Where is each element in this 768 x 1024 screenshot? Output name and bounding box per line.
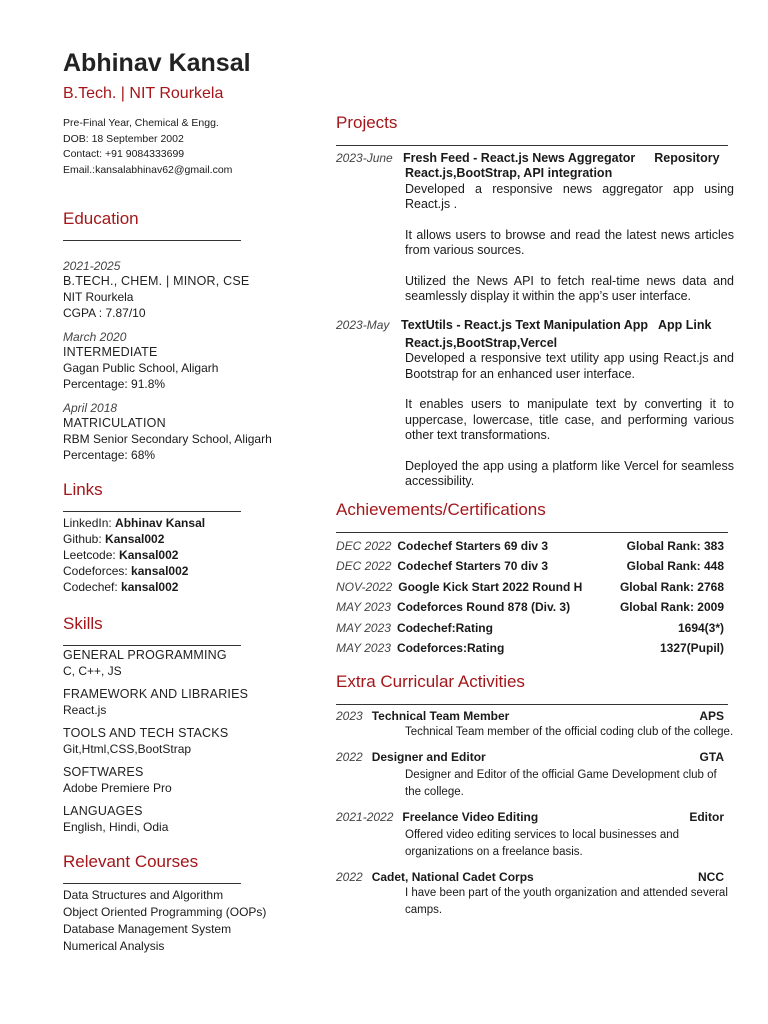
achievement-event: Codechef Starters 70 div 3: [397, 559, 549, 573]
achievement-rank: 1327(Pupil): [659, 641, 724, 655]
activity-title: Freelance Video Editing: [402, 810, 539, 824]
skill-group-head: SOFTWARES: [63, 765, 144, 779]
achievement-date: DEC 2022: [336, 559, 392, 573]
achievement-rank: Global Rank: 448: [626, 559, 724, 573]
activity-item: [336, 869, 734, 918]
activity-description: Offered video editing services to local businesses and organizations on a freelance basis.: [405, 829, 680, 858]
link-linkedin[interactable]: [63, 515, 303, 531]
link-label: Codeforces:: [63, 564, 132, 578]
achievement-event: Codeforces:Rating: [396, 641, 505, 655]
achievement-event: Codeforces Round 878 (Div. 3): [396, 600, 571, 614]
link-label: Github:: [63, 532, 106, 546]
extracurricular-section: [336, 671, 734, 919]
skill-group-value: C, C++, JS: [63, 664, 122, 678]
activity-item: [336, 749, 734, 800]
section-divider: [63, 511, 241, 512]
degree-line: B.Tech. | NIT Rourkela: [63, 85, 224, 102]
project-stack: React.js,BootStrap, API integration: [405, 166, 613, 180]
project-title: TextUtils - React.js Text Manipulation App: [401, 317, 649, 332]
education-degree: INTERMEDIATE: [63, 345, 158, 359]
activity-title: Technical Team Member: [371, 708, 510, 723]
activity-date: 2021-2022: [336, 810, 394, 824]
activity-org: APS: [699, 708, 724, 723]
skill-group-value: English, Hindi, Odia: [63, 820, 169, 834]
education-detail: Percentage: 91.8%: [63, 377, 166, 391]
achievement-row: [336, 577, 724, 598]
activity-description: Technical Team member of the official coding club of the college.: [405, 725, 734, 738]
project-stack: React.js,BootStrap,Vercel: [405, 335, 558, 350]
course-item: Database Management System: [63, 922, 232, 936]
project-paragraph: It allows users to browse and read the latest news articles from various sources.: [405, 227, 734, 257]
section-divider: [63, 883, 241, 884]
link-value[interactable]: Kansal002: [119, 548, 179, 562]
skill-group-head: FRAMEWORK AND LIBRARIES: [63, 687, 249, 701]
projects-section: [336, 112, 734, 490]
achievement-date: DEC 2022: [336, 538, 392, 553]
achievement-row: [336, 638, 724, 659]
project-paragraph: It enables users to manipulate text by converting it to uppercase, lowercase, title case, and performing various other text transformations.: [405, 397, 734, 442]
project-item: [336, 317, 734, 490]
education-item: [63, 330, 303, 392]
education-date: 2021-2025: [63, 259, 121, 273]
education-detail: Gagan Public School, Aligarh: [63, 361, 219, 375]
skill-group-value: React.js: [63, 703, 107, 717]
skill-group-head: LANGUAGES: [63, 804, 143, 818]
candidate-name: Abhinav Kansal: [63, 49, 251, 77]
activity-description: I have been part of the youth organization and attended several camps.: [405, 887, 728, 916]
education-date: April 2018: [63, 401, 118, 415]
section-divider: [336, 145, 728, 146]
project-paragraph: Developed a responsive news aggregator app using React.js .: [405, 181, 734, 211]
section-divider: [336, 532, 728, 533]
link-value[interactable]: kansal002: [121, 580, 179, 594]
achievement-date: MAY 2023: [336, 600, 391, 614]
achievement-rank: Global Rank: 2768: [619, 579, 724, 594]
education-section: [63, 208, 303, 463]
contact-line: Pre-Final Year, Chemical & Engg.: [63, 117, 219, 129]
contact-line: Contact: +91 9084333699: [63, 148, 185, 160]
section-divider: [336, 704, 728, 705]
project-link[interactable]: Repository: [654, 151, 720, 165]
skills-title: Skills: [63, 614, 103, 633]
achievements-title: Achievements/Certifications: [336, 499, 546, 519]
education-detail: NIT Rourkela: [63, 290, 134, 304]
achievements-section: [336, 499, 734, 659]
project-paragraph: Deployed the app using a platform like Vercel for seamless accessibility.: [405, 458, 734, 488]
achievement-date: MAY 2023: [336, 641, 391, 655]
link-codechef[interactable]: [63, 579, 303, 595]
project-paragraph: Utilized the News API to fetch real-time news data and seamlessly display it within the app’s user interface.: [405, 273, 734, 303]
left-column: [63, 48, 303, 955]
section-divider: [63, 645, 241, 646]
achievement-rank: Global Rank: 2009: [619, 600, 724, 614]
email-line[interactable]: Email.:kansalabhinav62@gmail.com: [63, 163, 233, 176]
skill-group-value: Adobe Premiere Pro: [63, 781, 172, 795]
project-title: Fresh Feed - React.js News Aggregator: [403, 151, 636, 165]
link-github[interactable]: [63, 531, 303, 547]
course-item: Object Oriented Programming (OOPs): [63, 905, 267, 919]
skill-group-value: Git,Html,CSS,BootStrap: [63, 742, 192, 756]
achievement-row: [336, 536, 724, 557]
right-column: [336, 112, 734, 918]
activity-item: [336, 809, 734, 860]
achievement-event: Google Kick Start 2022 Round H: [398, 579, 583, 594]
skills-section: [63, 613, 303, 835]
project-date: 2023-June: [336, 151, 393, 165]
skill-group-head: GENERAL PROGRAMMING: [63, 648, 227, 662]
activity-item: [336, 708, 734, 741]
achievement-rank: Global Rank: 383: [626, 538, 724, 553]
achievement-row: [336, 597, 724, 618]
link-value[interactable]: Abhinav Kansal: [115, 516, 206, 530]
course-item: Numerical Analysis: [63, 939, 165, 953]
projects-title: Projects: [336, 113, 398, 132]
education-degree: MATRICULATION: [63, 416, 166, 430]
contact-line: DOB: 18 September 2002: [63, 132, 184, 145]
activity-org: NCC: [698, 870, 724, 884]
link-label: Leetcode:: [63, 548, 120, 562]
education-title: Education: [63, 209, 139, 228]
education-degree: B.TECH., CHEM. | MINOR, CSE: [63, 274, 250, 288]
education-item: [63, 401, 303, 463]
skill-group-head: TOOLS AND TECH STACKS: [63, 726, 229, 740]
achievement-event: Codechef Starters 69 div 3: [397, 538, 549, 553]
courses-title: Relevant Courses: [63, 852, 199, 871]
contact-block: [63, 116, 303, 178]
education-date: March 2020: [63, 330, 127, 344]
achievement-event: Codechef:Rating: [396, 620, 493, 635]
achievement-row: [336, 556, 724, 577]
activity-org: Editor: [689, 810, 724, 824]
links-section: [63, 479, 303, 595]
achievement-date: NOV-2022: [336, 579, 393, 594]
activity-date: 2022: [336, 750, 363, 764]
project-item: [336, 150, 734, 305]
education-detail: Percentage: 68%: [63, 448, 156, 462]
section-divider: [63, 240, 241, 241]
activity-title: Designer and Editor: [371, 750, 486, 764]
extracurricular-title: Extra Curricular Activities: [336, 671, 525, 691]
link-label: Codechef:: [63, 580, 122, 594]
activity-title: Cadet, National Cadet Corps: [371, 870, 534, 884]
course-item: Data Structures and Algorithm: [63, 888, 224, 902]
activity-date: 2022: [336, 870, 363, 884]
link-leetcode[interactable]: [63, 547, 303, 563]
project-date: 2023-May: [336, 317, 390, 332]
link-value[interactable]: Kansal002: [105, 532, 165, 546]
link-label: LinkedIn:: [63, 516, 116, 530]
education-detail: RBM Senior Secondary School, Aligarh: [63, 432, 272, 446]
link-codeforces[interactable]: [63, 563, 303, 579]
activity-description: Designer and Editor of the official Game Development club of the college.: [405, 769, 717, 798]
achievement-date: MAY 2023: [336, 620, 391, 635]
achievements-list: [336, 536, 724, 659]
education-item: [63, 259, 303, 321]
project-link[interactable]: App Link: [658, 317, 712, 332]
education-detail: CGPA : 7.87/10: [63, 306, 146, 320]
activity-date: 2023: [336, 708, 363, 723]
project-paragraph: Developed a responsive text utility app using React.js and Bootstrap for an enhanced user interface.: [405, 351, 734, 381]
activity-org: GTA: [699, 750, 724, 764]
achievement-row: [336, 618, 724, 639]
links-title: Links: [63, 480, 103, 499]
link-value[interactable]: kansal002: [131, 564, 189, 578]
achievement-rank: 1694(3*): [677, 620, 724, 635]
courses-section: [63, 851, 303, 955]
